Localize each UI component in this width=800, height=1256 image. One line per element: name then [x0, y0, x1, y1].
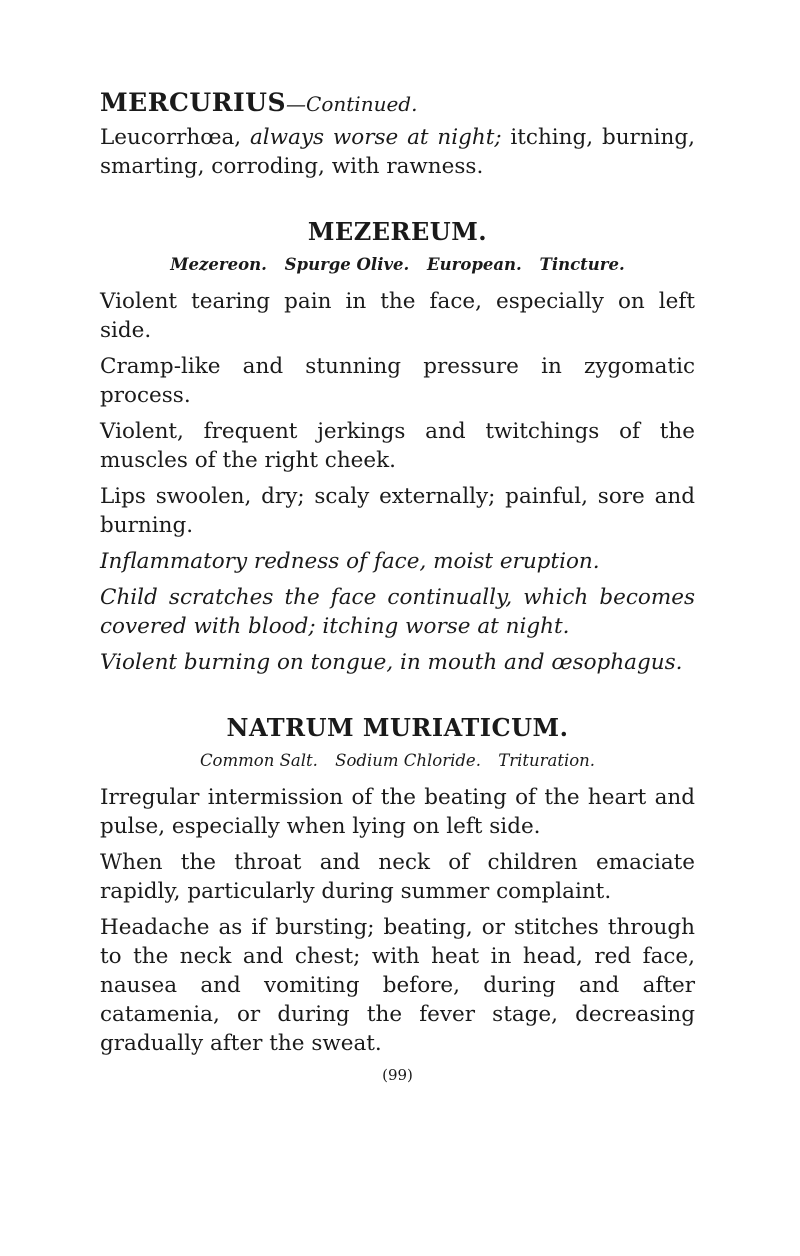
synonym: Trituration.	[498, 751, 596, 770]
page-number: (99)	[382, 1066, 413, 1084]
symptom-paragraph: Headache as if bursting; beating, or stitches through to the neck and chest; with heat in head, red face, nausea and vomiting before, during and after catamenia, or during the fever stage, decreasing gradually after the sweat.	[100, 915, 695, 1056]
symptom-paragraph-italic	[100, 547, 695, 576]
section-heading-mezereum: MEZEREUM.	[307, 217, 488, 246]
synonym: Mezereon.	[170, 255, 267, 274]
running-head-title: MERCURIUS	[100, 88, 287, 117]
running-head	[100, 88, 695, 119]
synonym: European.	[427, 255, 522, 274]
symptom-paragraph: Cramp-like and stunning pressure in zygomatic process.	[100, 354, 695, 408]
synonym: Spurge Olive.	[284, 255, 410, 274]
emphasis-run: Violent burning on tongue, in mouth and œsophagus.	[100, 650, 683, 675]
symptom-paragraph: When the throat and neck of children emaciate rapidly, particularly during summer complaint.	[100, 850, 695, 904]
synonym: Common Salt.	[199, 751, 318, 770]
emphasis-run: Inflammatory redness of face, moist eruption.	[100, 549, 600, 574]
emphasis-run: Child scratches the face continually, which becomes covered with blood; itching worse at night.	[100, 585, 695, 639]
text-run: itching, burning, smarting, corroding, with rawness.	[100, 125, 695, 179]
running-head-continued: —Continued.	[286, 92, 418, 116]
mercurius-paragraph	[100, 123, 695, 181]
emphasis-run: always worse at night;	[249, 125, 502, 150]
synonyms-mezereum	[100, 253, 695, 277]
section-heading-natrum: NATRUM MURIATICUM.	[226, 713, 569, 742]
symptom-paragraph: Violent, frequent jerkings and twitchings of the muscles of the right cheek.	[100, 419, 695, 473]
synonym: Tincture.	[539, 255, 625, 274]
symptom-paragraph-italic	[100, 583, 695, 641]
document-page	[100, 88, 695, 1085]
synonyms-natrum	[100, 749, 695, 773]
text-run: Leucorrhœa,	[100, 125, 250, 150]
symptom-paragraph: Lips swoolen, dry; scaly externally; painful, sore and burning.	[100, 484, 695, 538]
symptom-paragraph: Irregular intermission of the beating of the heart and pulse, especially when lying on left side.	[100, 785, 695, 839]
symptom-paragraph: Violent tearing pain in the face, especially on left side.	[100, 289, 695, 343]
synonym: Sodium Chloride.	[335, 751, 481, 770]
symptom-paragraph-italic	[100, 648, 695, 677]
